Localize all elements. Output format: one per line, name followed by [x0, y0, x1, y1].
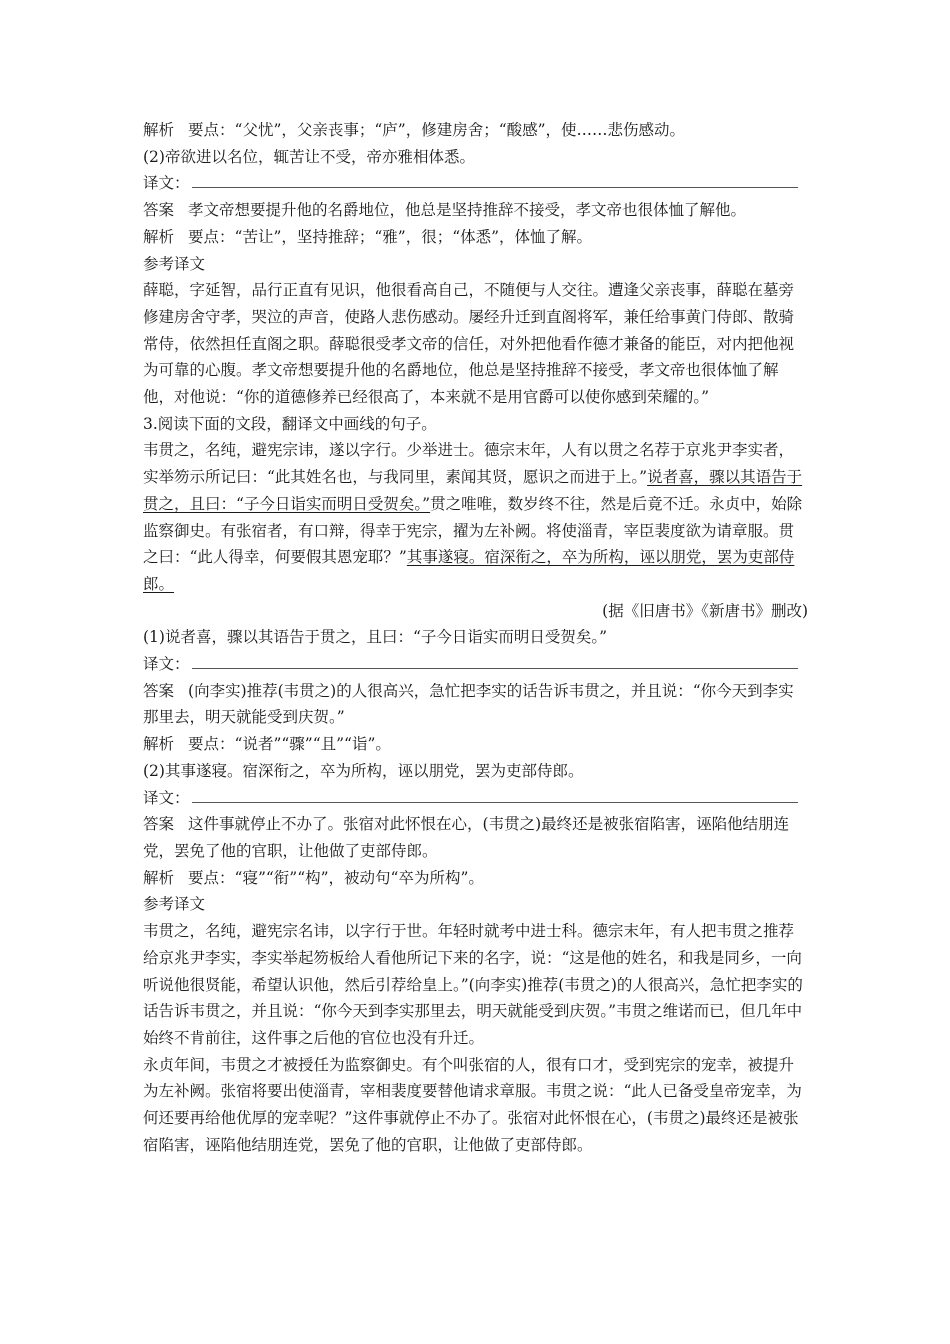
analysis-label: 解析 — [143, 227, 175, 246]
analysis-text: 要点：“父忧”，父亲丧事；“庐”，修建房舍；“酸感”，使……悲伤感动。 — [188, 121, 686, 139]
analysis-label: 解析 — [143, 121, 175, 139]
passage-text: 韦贯之，名纯，避宪宗讳，遂以字行。少举进士。德宗末年，人有以贯之名荐于京兆尹李实者，实举笏示所记曰：“此其姓名也，与我同里，素闻其贤，愿识之而进于上。” — [143, 441, 795, 487]
passage-text: 贯之唯唯，数岁终不往，然是后竟不迁。永贞中，始除监察御史。有张宿者，有口辩，得幸于宪宗，擢为左补阙。将使淄青，宰臣裴度欲为请章服。贯之曰：“此人得幸，何要假其恩宠耶？” — [143, 494, 803, 567]
document-page — [143, 117, 808, 1158]
answer-line — [143, 811, 808, 864]
translation-blank[interactable] — [192, 786, 798, 803]
analysis-label: 解析 — [143, 735, 175, 754]
reference-heading: 参考译文 — [143, 895, 206, 914]
answer-label: 答案 — [143, 815, 175, 834]
answer-text: 这件事就停止不办了。张宿对此怀恨在心，(韦贯之)最终还是被张宿陷害，诬陷他结朋连党，罢免了他的官职，让他做了吏部侍郎。 — [143, 815, 790, 860]
sub-question: (2)其事遂寝。宿深衔之，卒为所构，诬以朋党，罢为吏部侍郎。 — [143, 761, 584, 780]
question-title: 3.阅读下面的文段，翻译文中画线的句子。 — [143, 414, 437, 433]
underlined-sentence-1: 说者喜，骤以其语告于贯之，且曰：“子今日诣实而明日受贺矣。” — [143, 468, 803, 513]
translation-label: 译文： — [143, 174, 190, 193]
analysis-line — [143, 117, 808, 144]
reference-translation: 薛聪，字延智，品行正直有见识，他很看高自己，不随便与人交往。遭逢父亲丧事，薛聪在墓旁修建房舍守孝，哭泣的声音，使路人悲伤感动。屡经升迁到直阁将军，兼任给事黄门侍郎、散骑常侍，依然担任直阁之职。薛聪很受孝文帝的信任，对外把他看作德才兼备的能臣，对内把他视为可靠的心腹。孝文帝想要提升他的名爵地位，他总是坚持推辞不接受，孝文帝也很体恤了解他，对他说：“你的道德修养已经很高了，本来就不是用官爵可以使你感到荣耀的。” — [143, 281, 795, 407]
reference-translation: 韦贯之，名纯，避宪宗名讳，以字行于世。年轻时就考中进士科。德宗末年，有人把韦贯之推荐给京兆尹李实，李实举起笏板给人看他所记下来的名字，说：“这是他的姓名，和我是同乡，一向听说他很贤能，希望认识他，然后引荐给皇上。”(向李实)推荐(韦贯之)的人很高兴，急忙把李实的话告诉韦贯之，并且说：“你今天到李实那里去，明天就能受到庆贺。”韦贯之维诺而已，但几年中始终不肯前往，这件事之后他的官位也没有升迁。 — [143, 922, 803, 1047]
source-citation: (据《旧唐书》《新唐书》删改) — [602, 601, 808, 620]
answer-line — [143, 678, 808, 731]
translation-blank[interactable] — [192, 652, 798, 669]
analysis-label: 解析 — [143, 868, 175, 887]
sub-question: (2)帝欲进以名位，辄苦让不受，帝亦雅相体悉。 — [143, 147, 475, 166]
translation-label: 译文： — [143, 788, 190, 807]
analysis-line — [143, 731, 808, 758]
sub-question: (1)说者喜，骤以其语告于贯之，且曰：“子今日诣实而明日受贺矣。” — [143, 628, 608, 647]
answer-label: 答案 — [143, 201, 175, 220]
analysis-line — [143, 224, 808, 251]
reference-translation: 永贞年间，韦贯之才被授任为监察御史。有个叫张宿的人，很有口才，受到宪宗的宠幸，被提升为左补阙。张宿将要出使淄青，宰相裴度要替他请求章服。韦贯之说：“此人已备受皇帝宠幸，为何还要再给他优厚的宠幸呢？”这件事就停止不办了。张宿对此怀恨在心，(韦贯之)最终还是被张宿陷害，诬陷他结朋连党，罢免了他的官职，让他做了吏部侍郎。 — [143, 1055, 802, 1154]
answer-label: 答案 — [143, 681, 175, 700]
answer-text: 孝文帝想要提升他的名爵地位，他总是坚持推辞不接受，孝文帝也很体恤了解他。 — [188, 201, 747, 220]
translation-line — [143, 785, 808, 812]
underlined-sentence-2: 其事遂寝。宿深衔之，卒为所构，诬以朋党，罢为吏部侍郎。 — [143, 548, 795, 593]
translation-label: 译文： — [143, 655, 190, 674]
translation-blank[interactable] — [192, 171, 798, 188]
analysis-line — [143, 865, 808, 892]
answer-line — [143, 197, 808, 224]
analysis-text: 要点：“说者”“骤”“且”“诣”。 — [188, 735, 391, 754]
passage — [143, 437, 808, 597]
translation-line — [143, 170, 808, 197]
translation-line — [143, 651, 808, 678]
answer-text: (向李实)推荐(韦贯之)的人很高兴，急忙把李实的话告诉韦贯之，并且说：“你今天到李实那里去，明天就能受到庆贺。” — [143, 681, 794, 727]
reference-heading: 参考译文 — [143, 254, 206, 273]
analysis-text: 要点：“苦让”，坚持推辞；“雅”，很；“体悉”，体恤了解。 — [188, 227, 593, 246]
analysis-text: 要点：“寝”“衔”“构”，被动句“卒为所构”。 — [188, 868, 484, 887]
